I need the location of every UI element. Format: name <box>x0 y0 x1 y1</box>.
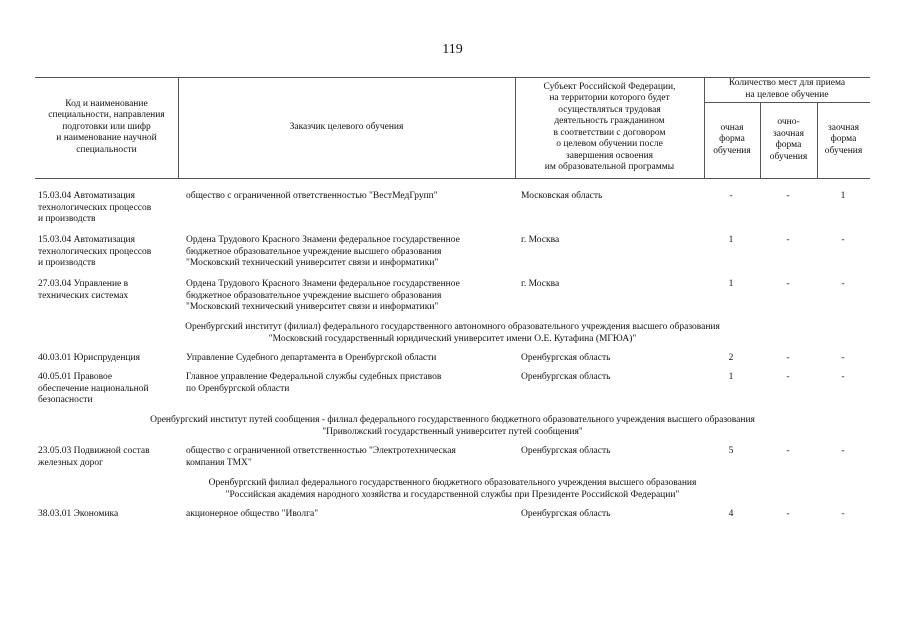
row-part-time: - <box>786 279 790 289</box>
row-part-time: - <box>786 191 790 201</box>
row-correspondence: - <box>841 353 845 363</box>
row-customer: Ордена Трудового Красного Знамени федеральное государственное бюджетное образовательное учреждение высшего образования "Московский технический университет связи и информатики" <box>186 235 460 268</box>
row-subject: г. Москва <box>521 235 560 245</box>
row-full-time: 4 <box>728 509 734 519</box>
row-full-time: 1 <box>728 235 734 245</box>
row-part-time: - <box>786 446 790 456</box>
row-full-time: 1 <box>728 372 734 382</box>
header-bottom-rule <box>35 178 870 179</box>
row-code: 23.05.03 Подвижной состав железных дорог <box>38 446 150 468</box>
row-correspondence: - <box>841 279 845 289</box>
row-full-time: 1 <box>728 279 734 289</box>
row-customer: акционерное общество "Иволга" <box>186 509 319 519</box>
row-code: 40.03.01 Юриспруденция <box>38 353 140 363</box>
row-subject: Оренбургская область <box>521 372 611 382</box>
section-heading: Оренбургский филиал федерального государственного бюджетного образовательного учреждения высшего образования "Российская академия народного хозяйства и государственной службы при Президенте Российской Федерации" <box>208 478 697 500</box>
row-code: 15.03.04 Автоматизация технологических процессов и производств <box>38 191 152 224</box>
row-subject: Московская область <box>521 191 603 201</box>
row-code: 38.03.01 Экономика <box>38 509 119 519</box>
row-full-time: - <box>729 191 733 201</box>
row-correspondence: - <box>841 372 845 382</box>
row-customer: общество с ограниченной ответственностью "Электротехническая компания ТМХ" <box>186 446 456 468</box>
page-number: 119 <box>442 42 463 57</box>
header-subject: Субъект Российской Федерации, на территории которого будет осуществляться трудовая деятельность гражданином в соответствии с договором о целевом обучении после завершения освоения им образовательной программы <box>543 81 676 172</box>
header-code: Код и наименование специальности, направления подготовки или шифр и наименование научной специальности <box>48 98 165 155</box>
row-customer: Управление Судебного департамента в Оренбургской области <box>186 353 437 363</box>
row-correspondence: - <box>841 509 845 519</box>
header-full-time: очная форма обучения <box>713 122 751 156</box>
section-heading: Оренбургский институт путей сообщения - филиал федерального государственного бюджетного образовательного учреждения высшего образования "Приволжский государственный университет путей сообщения" <box>150 415 755 437</box>
row-full-time: 5 <box>728 446 734 456</box>
row-subject: Оренбургская область <box>521 353 611 363</box>
row-code: 15.03.04 Автоматизация технологических процессов и производств <box>38 235 152 268</box>
row-code: 40.05.01 Правовое обеспечение национальной безопасности <box>38 372 149 405</box>
row-customer: Главное управление Федеральной службы судебных приставов по Оренбургской области <box>186 372 442 394</box>
header-places: Количество мест для приема на целевое обучение <box>728 78 846 100</box>
row-part-time: - <box>786 509 790 519</box>
header-customer: Заказчик целевого обучения <box>289 121 404 132</box>
row-subject: Оренбургская область <box>521 509 611 519</box>
row-correspondence: - <box>841 446 845 456</box>
row-part-time: - <box>786 372 790 382</box>
row-subject: Оренбургская область <box>521 446 611 456</box>
header-correspondence: заочная форма обучения <box>824 122 863 156</box>
row-code: 27.03.04 Управление в технических системах <box>38 279 129 301</box>
row-correspondence: 1 <box>840 191 846 201</box>
header-part-time: очно- заочная форма обучения <box>769 117 808 162</box>
row-customer: Ордена Трудового Красного Знамени федеральное государственное бюджетное образовательное учреждение высшего образования "Московский технический университет связи и информатики" <box>186 279 460 312</box>
row-part-time: - <box>786 353 790 363</box>
row-correspondence: - <box>841 235 845 245</box>
row-customer: общество с ограниченной ответственностью "ВестМедГрупп" <box>186 191 438 201</box>
row-full-time: 2 <box>728 353 734 363</box>
section-heading: Оренбургский институт (филиал) федерального государственного автономного образовательного учреждения высшего образования "Московский государственный юридический университет имени О.Е. Кутафина (МГЮА)" <box>185 322 720 344</box>
row-part-time: - <box>786 235 790 245</box>
row-subject: г. Москва <box>521 279 560 289</box>
